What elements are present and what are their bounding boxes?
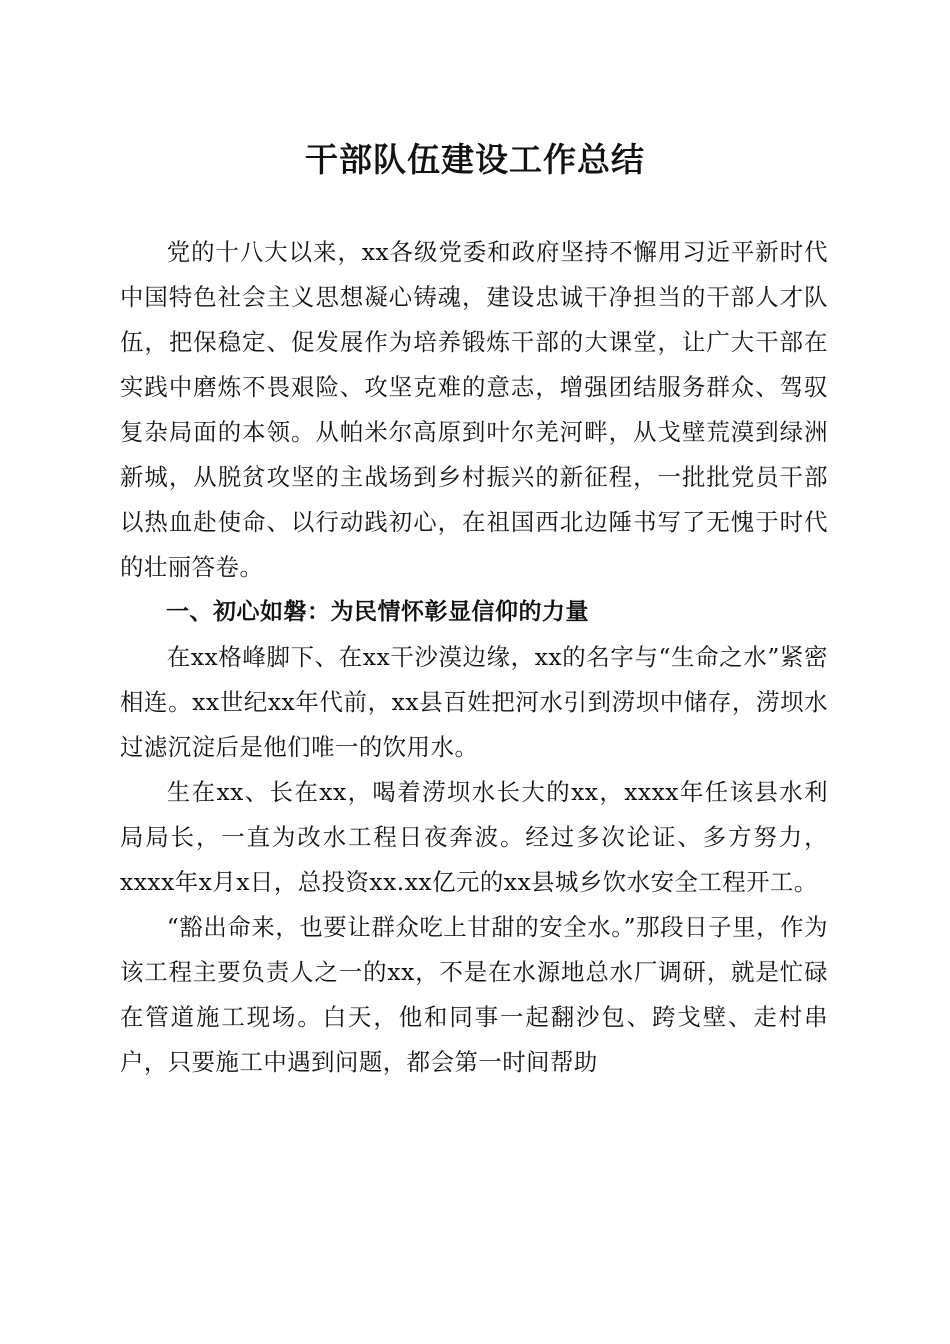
body-paragraph: “豁出命来，也要让群众吃上甘甜的安全水。”那段日子里，作为该工程主要负责人之一的xx，不是在水源地总水厂调研，就是忙碌在管道施工现场。白天，他和同事一起翻沙包、跨戈壁、走村串户，只要施工中遇到问题，都会第一时间帮助: [120, 913, 828, 1076]
body-paragraph: 生在xx、长在xx，喝着涝坝水长大的xx，xxxx年任该县水利局局长，一直为改水工程日夜奔波。经过多次论证、多方努力，xxxx年x月x日，总投资xx.xx亿元的xx县城乡饮水安全工程开工。: [120, 778, 828, 896]
intro-paragraph: 党的十八大以来，xx各级党委和政府坚持不懈用习近平新时代中国特色社会主义思想凝心铸魂，建设忠诚干净担当的干部人才队伍，把保稳定、促发展作为培养锻炼干部的大课堂，让广大干部在实践中磨炼不畏艰险、攻坚克难的意志，增强团结服务群众、驾驭复杂局面的本领。从帕米尔高原到叶尔羌河畔，从戈壁荒漠到绿洲新城，从脱贫攻坚的主战场到乡村振兴的新征程，一批批党员干部以热血赴使命、以行动践初心，在祖国西北边陲书写了无愧于时代的壮丽答卷。: [120, 238, 828, 581]
document-body: [120, 230, 828, 1085]
document-title: 干部队伍建设工作总结: [305, 140, 645, 179]
body-paragraph: 在xx格峰脚下、在xx干沙漠边缘，xx的名字与“生命之水”紧密相连。xx世纪xx年代前，xx县百姓把河水引到涝坝中储存，涝坝水过滤沉淀后是他们唯一的饮用水。: [120, 643, 828, 761]
section-heading-1: 一、初心如磐：为民情怀彰显信仰的力量: [166, 599, 589, 625]
